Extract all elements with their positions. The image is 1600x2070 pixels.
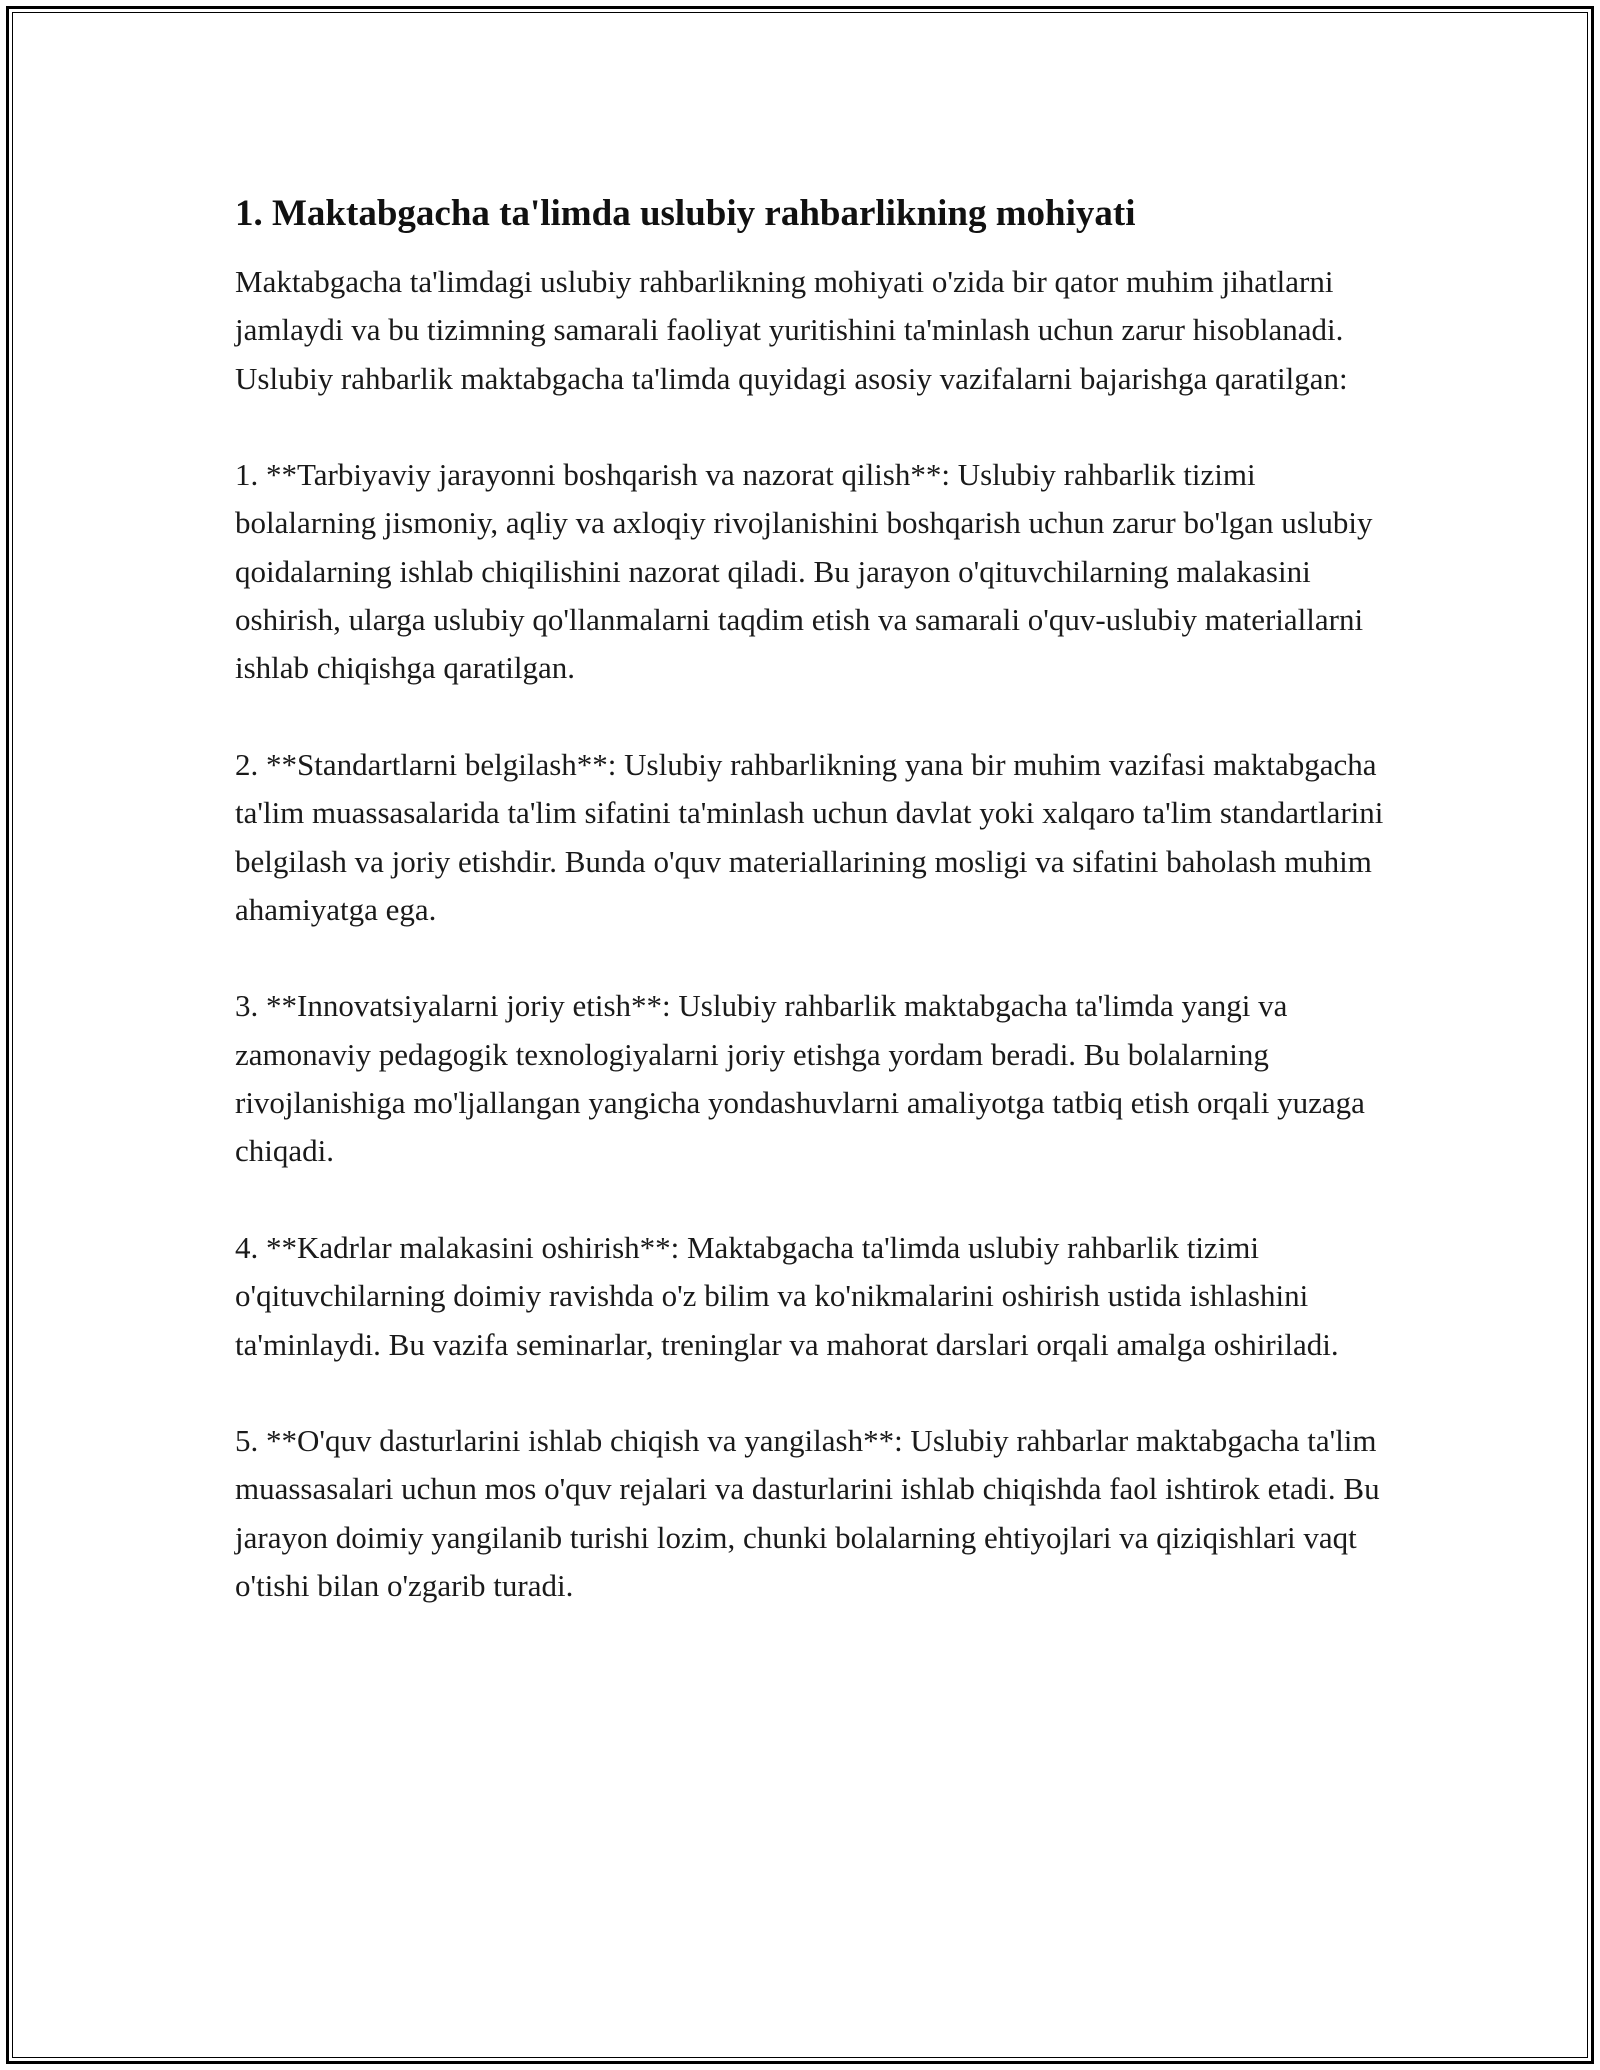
list-item-4: 4. **Kadrlar malakasini oshirish**: Maktabgacha ta'limda uslubiy rahbarlik tizimi o'qituvchilarning doimiy ravishda o'z bilim va ko'nikmalarini oshirish ustida ishlashini ta'minlaydi. Bu vazifa seminarlar, treninglar va mahorat darslari orqali amalga oshiriladi. xyxy=(235,1229,1339,1362)
section-heading: 1. Maktabgacha ta'limda uslubiy rahbarlikning mohiyati xyxy=(235,193,1136,234)
list-item-1: 1. **Tarbiyaviy jarayonni boshqarish va nazorat qilish**: Uslubiy rahbarlik tizimi bolalarning jismoniy, aqliy va axloqiy rivojlanishini boshqarish uchun zarur bo'lgan uslubiy qoidalarning ishlab chiqilishini nazorat qiladi. Bu jarayon o'qituvchilarning malakasini oshirish, ularga uslubiy qo'llanmalarni taqdim etish va samarali o'quv-uslubiy materiallarni ishlab chiqishga qaratilgan. xyxy=(235,457,1373,686)
list-item-2: 2. **Standartlarni belgilash**: Uslubiy rahbarlikning yana bir muhim vazifasi maktabgacha ta'lim muassasalarida ta'lim sifatini ta'minlash uchun davlat yoki xalqaro ta'lim standartlarini belgilash va joriy etishdir. Bunda o'quv materiallarining mosligi va sifatini baholash muhim ahamiyatga ega. xyxy=(235,746,1384,927)
document-body xyxy=(235,186,1385,1659)
intro-paragraph: Maktabgacha ta'limdagi uslubiy rahbarlikning mohiyati o'zida bir qator muhim jihatlarni jamlaydi va bu tizimning samarali faoliyat yuritishini ta'minlash uchun zarur hisoblanadi. Uslubiy rahbarlik maktabgacha ta'limda quyidagi asosiy vazifalarni bajarishga qaratilgan: xyxy=(235,264,1348,396)
list-item-5: 5. **O'quv dasturlarini ishlab chiqish va yangilash**: Uslubiy rahbarlar maktabgacha ta'lim muassasalari uchun mos o'quv rejalari va dasturlarini ishlab chiqishda faol ishtirok etadi. Bu jarayon doimiy yangilanib turishi lozim, chunki bolalarning ehtiyojlari va qiziqishlari vaqt o'tishi bilan o'zgarib turadi. xyxy=(235,1423,1380,1604)
list-item-3: 3. **Innovatsiyalarni joriy etish**: Uslubiy rahbarlik maktabgacha ta'limda yangi va zamonaviy pedagogik texnologiyalarni joriy etishga yordam beradi. Bu bolalarning rivojlanishiga mo'ljallangan yangicha yondashuvlarni amaliyotga tatbiq etish orqali yuzaga chiqadi. xyxy=(235,988,1365,1169)
